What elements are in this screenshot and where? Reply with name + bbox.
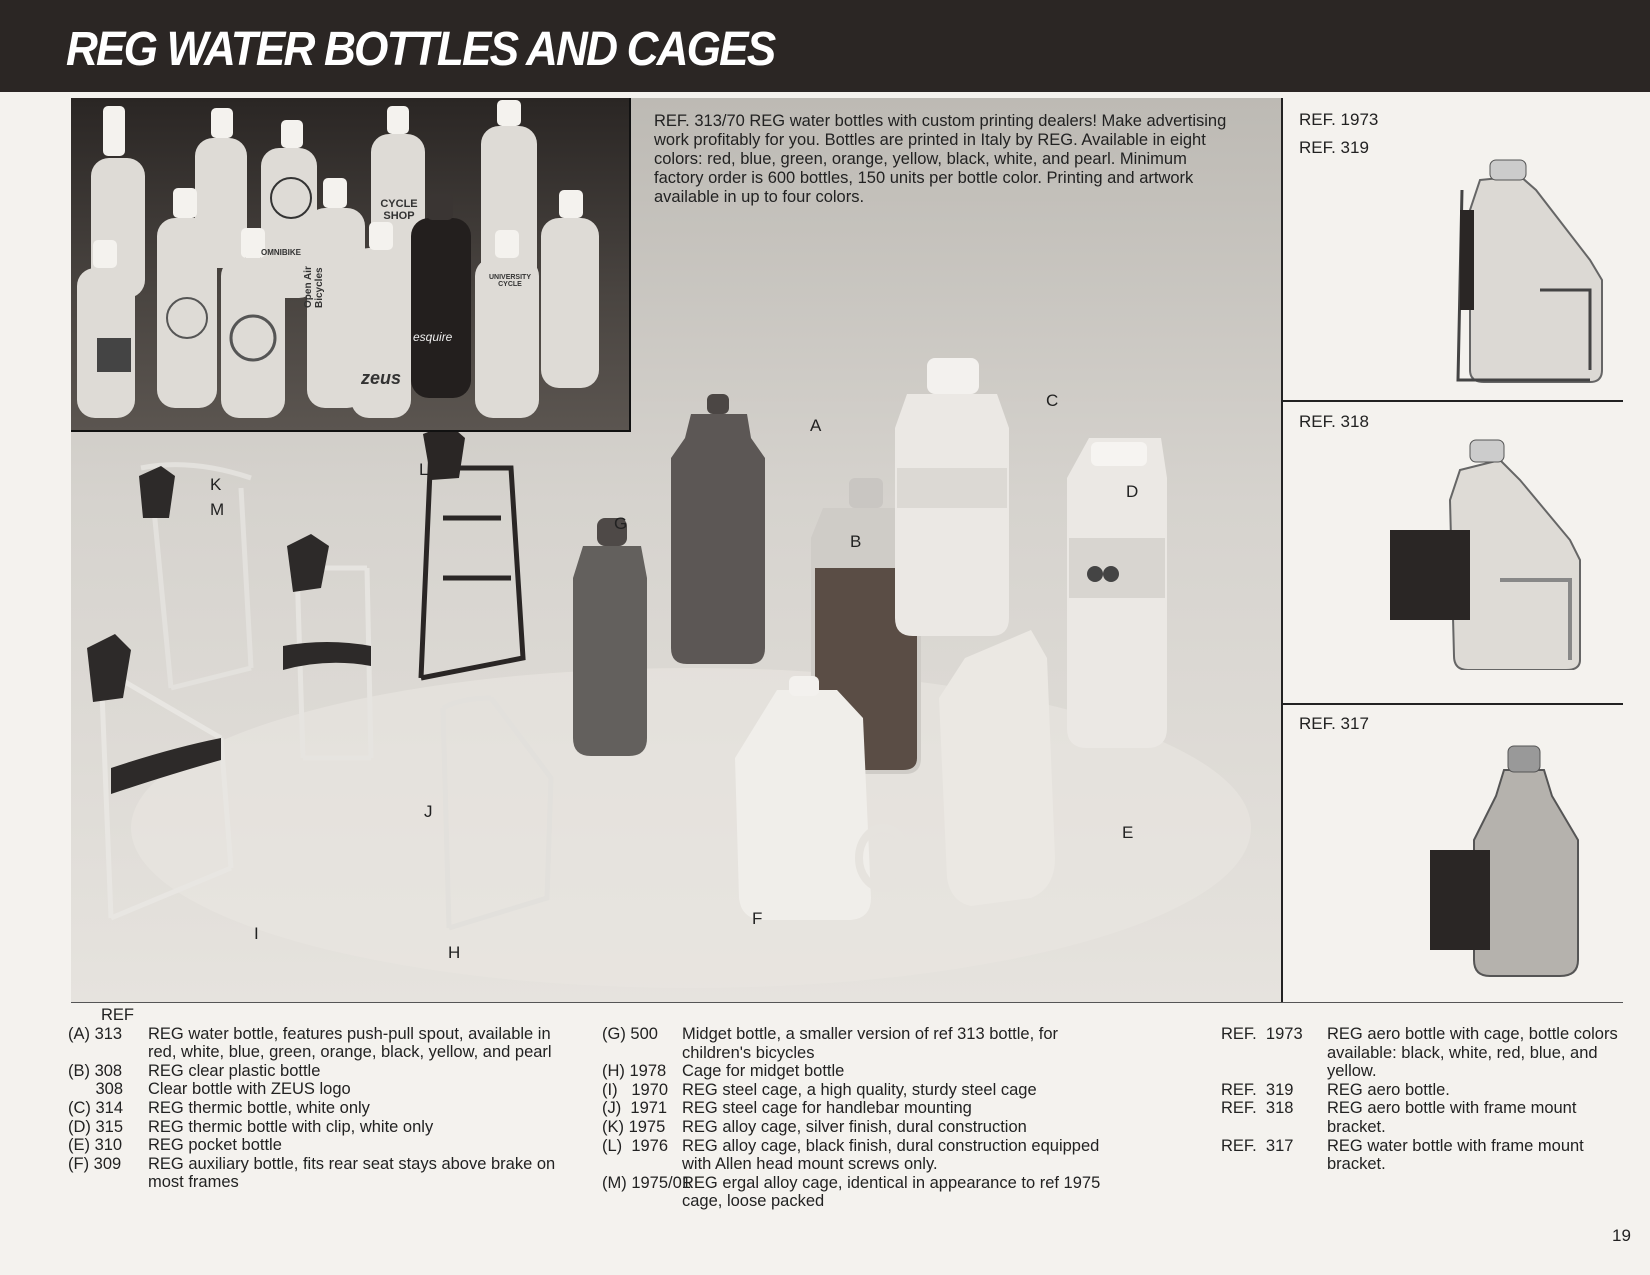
bottle-a-icon xyxy=(671,394,765,664)
legend-code: (K) 1975 xyxy=(602,1117,670,1136)
legend-row xyxy=(1221,1137,1626,1174)
legend-code: (C) 314 xyxy=(68,1098,124,1117)
letter-i: I xyxy=(254,924,259,943)
legend-row xyxy=(68,1062,576,1081)
cage-j-top-icon xyxy=(287,534,329,592)
legend-row xyxy=(602,1062,1110,1081)
water-bottle-frame-mount-icon xyxy=(1430,730,1600,980)
cage-i-top-icon xyxy=(87,634,131,702)
legend-desc: Cage for midget bottle xyxy=(682,1062,845,1081)
legend-row xyxy=(1221,1025,1626,1081)
legend-desc: REG thermic bottle with clip, white only xyxy=(148,1117,434,1136)
letter-k: K xyxy=(210,475,222,494)
side-divider-2 xyxy=(1283,703,1623,705)
legend-row xyxy=(68,1025,576,1062)
legend-desc: REG clear plastic bottle xyxy=(148,1061,321,1080)
bottom-rule xyxy=(71,1002,1623,1003)
legend-row xyxy=(602,1081,1110,1100)
aero-bottle-cage-icon xyxy=(1440,150,1620,390)
legend-code: REF. 318 xyxy=(1221,1099,1312,1118)
legend-code: REF. 1973 xyxy=(1221,1025,1312,1043)
side-ref-1973: REF. 1973 xyxy=(1299,110,1379,129)
letter-g: G xyxy=(614,514,628,533)
legend-row xyxy=(1221,1099,1626,1136)
side-divider-1 xyxy=(1283,400,1623,402)
page-number: 19 xyxy=(1612,1226,1631,1245)
legend-code: (B) 308 xyxy=(68,1061,123,1080)
legend-code: (I) 1970 xyxy=(602,1080,673,1099)
legend-desc: REG steel cage for handlebar mounting xyxy=(682,1099,972,1118)
legend-row xyxy=(602,1174,1110,1211)
legend-code: (F) 309 xyxy=(68,1154,122,1173)
side-ref-319: REF. 319 xyxy=(1299,138,1369,157)
legend-code: (J) 1971 xyxy=(602,1099,672,1118)
inset-logo-open-air: Open Air Bicycles xyxy=(303,266,325,308)
letter-e: E xyxy=(1122,823,1134,842)
legend-code: (E) 310 xyxy=(68,1136,123,1155)
legend-row xyxy=(602,1025,1110,1062)
legend-code: (G) 500 xyxy=(602,1025,663,1043)
legend-row xyxy=(602,1137,1110,1174)
legend-code: (M) 1975/01 xyxy=(602,1173,696,1192)
legend-desc: REG aero bottle with cage, bottle colors available: black, white, red, blue, and yellow. xyxy=(1327,1025,1618,1081)
inset-logo-university: UNIVERSITY CYCLE xyxy=(488,274,531,288)
legend-desc: REG aero bottle. xyxy=(1327,1080,1450,1099)
legend-code: (L) 1976 xyxy=(602,1136,673,1155)
letter-m: M xyxy=(210,500,225,519)
legend-desc: REG auxiliary bottle, fits rear seat stays above brake on most frames xyxy=(148,1154,556,1192)
legend-code: REF. 319 xyxy=(1221,1080,1312,1099)
legend-column-1 xyxy=(68,1006,576,1192)
legend-code: (A) 313 xyxy=(68,1024,123,1043)
inset-logo-zeus: zeus xyxy=(361,368,402,388)
letter-d: D xyxy=(1126,482,1139,501)
legend-code: (H) 1978 xyxy=(602,1062,671,1081)
legend-desc: REG ergal alloy cage, identical in appearance to ref 1975 cage, loose packed xyxy=(682,1173,1101,1211)
side-ref-317: REF. 317 xyxy=(1299,714,1369,733)
letter-j: J xyxy=(424,802,433,821)
bottle-e-icon xyxy=(939,630,1055,906)
legend-desc: REG steel cage, a high quality, sturdy steel cage xyxy=(682,1080,1037,1099)
legend-row xyxy=(602,1118,1110,1137)
inset-logo-esquire: esquire xyxy=(413,330,453,344)
legend-desc: Clear bottle with ZEUS logo xyxy=(148,1080,351,1099)
legend-desc: Midget bottle, a smaller version of ref 313 bottle, for children's bicycles xyxy=(682,1025,1059,1062)
cage-l-icon xyxy=(421,448,523,678)
legend-code: REF. 317 xyxy=(1221,1136,1312,1155)
intro-paragraph: REF. 313/70 REG water bottles with custom printing dealers! Make advertising work profitably for you. Bottles are printed in Italy by REG. Available in eight colors: red, blue, green, orange, yellow, black, white, and pearl. Minimum factory order is 600 bottles, 150 units per bottle color. Printing and artwork available in up to four colors. xyxy=(654,112,1227,206)
inset-logo-cycle-shop: CYCLE SHOP xyxy=(380,198,418,222)
side-ref-318: REF. 318 xyxy=(1299,412,1369,431)
page-title: REG WATER BOTTLES AND CAGES xyxy=(66,23,775,76)
bottle-c-icon xyxy=(895,358,1009,636)
legend-row xyxy=(68,1136,576,1155)
legend-desc: REG aero bottle with frame mount bracket. xyxy=(1327,1099,1577,1136)
legend-desc: REG thermic bottle, white only xyxy=(148,1098,370,1117)
legend-row xyxy=(1221,1081,1626,1100)
legend-row xyxy=(68,1155,576,1192)
legend-ref-head: REF xyxy=(101,1006,134,1024)
letter-f: F xyxy=(752,909,763,928)
inset-logo-omnibike: OMNIBIKE xyxy=(261,248,301,257)
cage-j-grip-icon xyxy=(283,642,371,670)
custom-bottles-photo xyxy=(71,98,631,432)
bottle-d-icon xyxy=(1067,438,1167,748)
legend-desc: REG water bottle, features push-pull spout, available in red, white, blue, green, orange, black, yellow, and pearl xyxy=(148,1024,552,1062)
legend-column-3 xyxy=(1221,1025,1626,1174)
legend-code: (D) 315 xyxy=(68,1117,124,1136)
letter-b: B xyxy=(850,532,862,551)
letter-l: L xyxy=(419,460,429,479)
legend-row xyxy=(68,1099,576,1118)
legend-row xyxy=(68,1080,576,1099)
header-bar xyxy=(0,0,1650,92)
aero-bottle-frame-mount-icon xyxy=(1390,430,1600,670)
bottle-g-icon xyxy=(573,518,647,756)
cage-k-grip-icon xyxy=(139,466,175,518)
letter-a: A xyxy=(810,416,822,435)
legend-code: 308 xyxy=(68,1080,124,1099)
legend-desc: REG alloy cage, silver finish, dural construction xyxy=(682,1117,1027,1136)
legend-column-2 xyxy=(602,1025,1110,1211)
letter-c: C xyxy=(1046,391,1059,410)
legend-desc: REG water bottle with frame mount bracket. xyxy=(1327,1136,1584,1174)
legend-row xyxy=(602,1099,1110,1118)
custom-bottles-illustration xyxy=(71,98,629,430)
legend-desc: REG pocket bottle xyxy=(148,1136,282,1155)
legend-desc: REG alloy cage, black finish, dural construction equipped with Allen head mount screws only. xyxy=(682,1136,1100,1174)
letter-h: H xyxy=(448,943,461,962)
legend-row xyxy=(68,1118,576,1137)
